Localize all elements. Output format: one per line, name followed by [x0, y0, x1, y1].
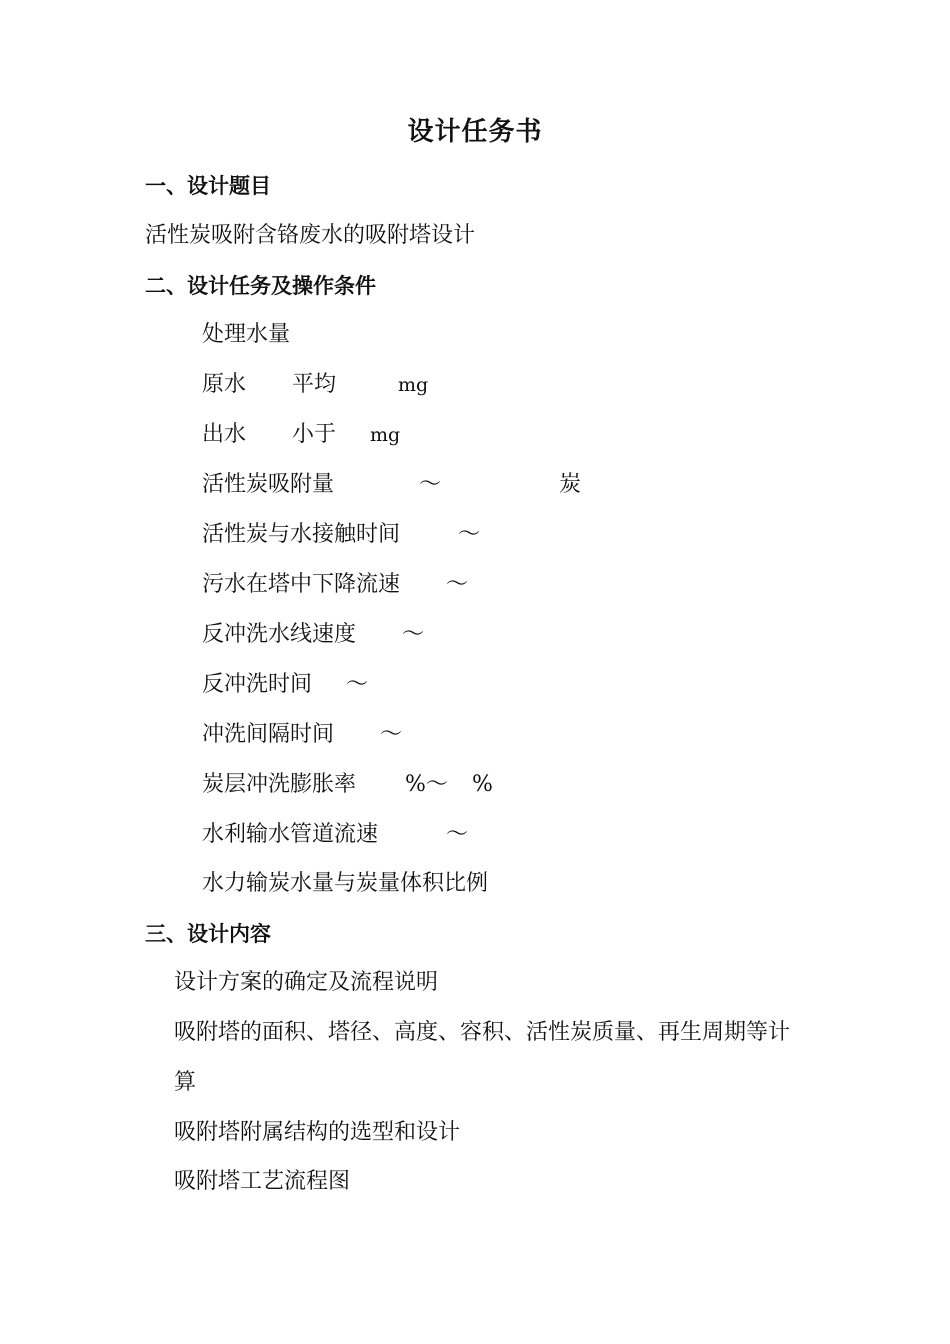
condition-item-contact-time	[202, 520, 602, 550]
condition-item-effluent	[202, 420, 602, 450]
content-item: 吸附塔工艺流程图	[174, 1169, 351, 1194]
range-symbol: ～	[446, 572, 469, 597]
content-item: 设计方案的确定及流程说明	[174, 970, 439, 995]
range-symbol: ～	[446, 822, 469, 847]
condition-item-treatment-volume	[202, 320, 290, 350]
design-topic-text: 活性炭吸附含铬废水的吸附塔设计	[145, 223, 476, 248]
condition-label: 污水在塔中下降流速	[202, 572, 401, 597]
condition-item-adsorption-capacity	[202, 470, 652, 500]
content-item: 吸附塔的面积、塔径、高度、容积、活性炭质量、再生周期等计	[174, 1020, 791, 1045]
condition-item-wash-interval	[202, 720, 602, 750]
range-symbol: ～	[380, 722, 403, 747]
range-symbol: ～	[458, 522, 481, 547]
condition-qualifier: 小于	[292, 422, 337, 447]
condition-label: 冲洗间隔时间	[202, 722, 335, 747]
range-symbol: ～	[402, 622, 425, 647]
condition-item-expansion-rate	[202, 770, 602, 800]
condition-label: 水力输炭水量与炭量体积比例	[202, 871, 489, 896]
condition-label: 反冲洗时间	[202, 672, 313, 697]
document-title: 设计任务书	[407, 117, 543, 147]
condition-label: 出水	[202, 422, 247, 447]
section-heading-design-topic: 一、设计题目	[145, 174, 271, 198]
content-item: 吸附塔附属结构的选型和设计	[174, 1120, 461, 1145]
range-symbol: ～	[419, 472, 442, 497]
condition-item-carbon-transport-ratio	[202, 869, 488, 899]
condition-item-backwash-velocity	[202, 620, 602, 650]
condition-label: 原水	[202, 372, 247, 397]
condition-label: 处理水量	[202, 322, 291, 347]
condition-unit: 炭	[559, 472, 582, 497]
range-symbol: ～	[346, 672, 369, 697]
condition-item-raw-water	[202, 370, 602, 400]
section-heading-design-content: 三、设计内容	[145, 922, 271, 946]
section-heading-design-tasks: 二、设计任务及操作条件	[145, 274, 376, 298]
condition-label: 水利输水管道流速	[202, 822, 379, 847]
condition-label: 炭层冲洗膨胀率	[202, 772, 357, 797]
condition-label: 活性炭吸附量	[202, 472, 335, 497]
range-percent: %～	[405, 772, 448, 797]
condition-item-descending-velocity	[202, 570, 602, 600]
percent-symbol: %	[472, 772, 493, 797]
condition-item-backwash-time	[202, 670, 602, 700]
condition-label: 活性炭与水接触时间	[202, 522, 401, 547]
condition-unit: mg	[398, 374, 429, 396]
condition-unit: mg	[370, 424, 401, 446]
condition-label: 反冲洗水线速度	[202, 622, 357, 647]
condition-item-pipe-velocity	[202, 820, 602, 850]
condition-qualifier: 平均	[292, 372, 337, 397]
content-item-continued: 算	[174, 1070, 197, 1095]
